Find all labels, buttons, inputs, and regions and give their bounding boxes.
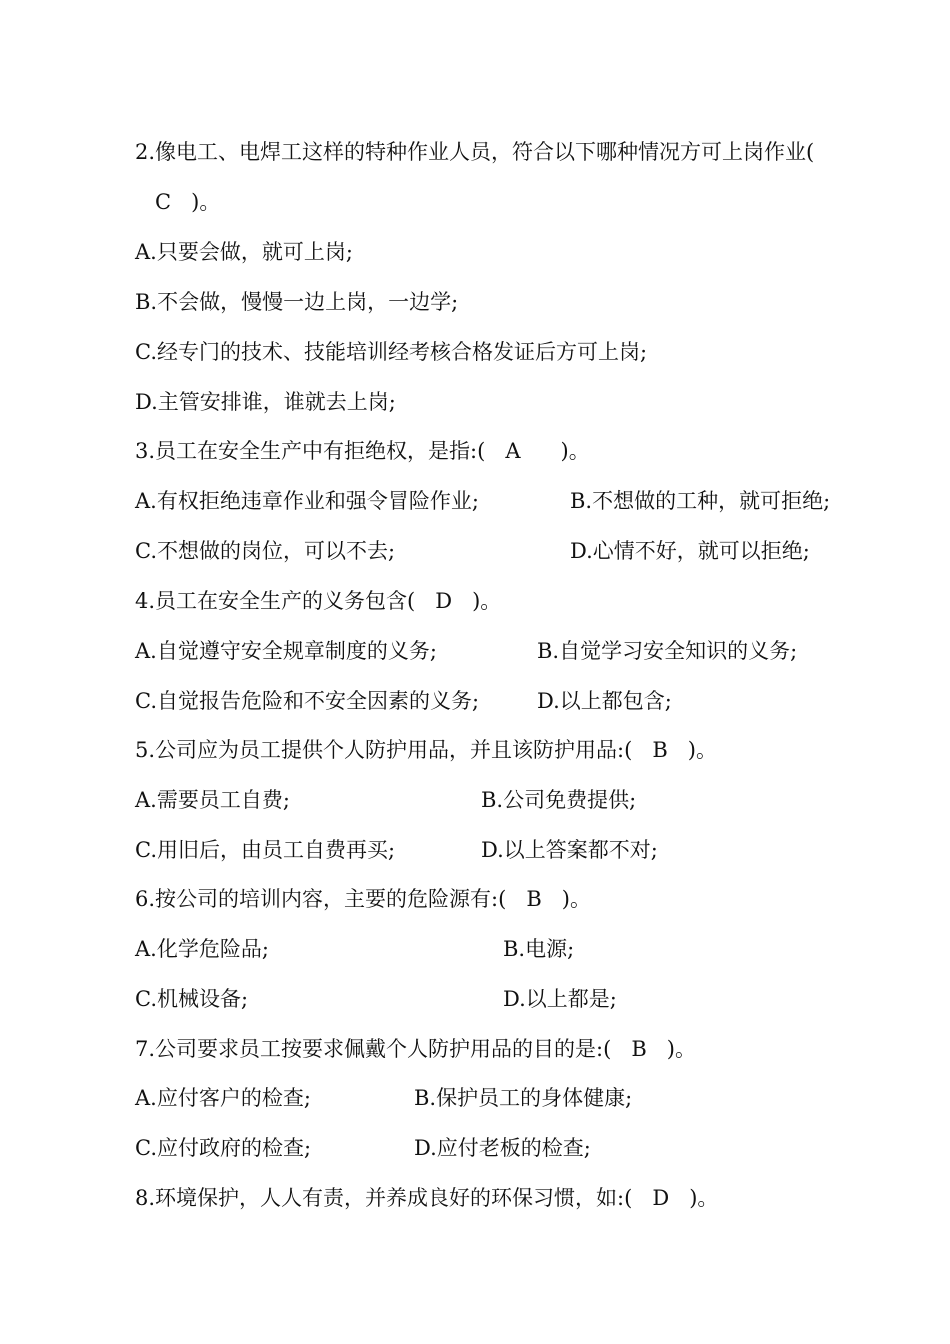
question-4-option-a: A.自觉遵守安全规章制度的义务; [135,639,437,663]
question-2-answer: C )。 [135,190,221,214]
question-2-stem: 2.像电工、电焊工这样的特种作业人员，符合以下哪种情况方可上岗作业( [135,140,815,164]
question-7-stem: 7.公司要求员工按要求佩戴个人防护用品的目的是:( B )。 [135,1037,696,1061]
question-5-option-b: B.公司免费提供; [481,788,637,812]
question-2-option-b: B.不会做，慢慢一边上岗，一边学; [135,290,459,314]
question-5-option-a: A.需要员工自费; [135,788,290,812]
question-8-stem: 8.环境保护，人人有责，并养成良好的环保习惯，如:( D )。 [135,1186,719,1210]
question-3-stem: 3.员工在安全生产中有拒绝权，是指:( A )。 [135,439,590,463]
question-2-option-c: C.经专门的技术、技能培训经考核合格发证后方可上岗; [135,340,648,364]
question-3-option-b: B.不想做的工种，就可拒绝; [570,489,831,513]
question-3-option-c: C.不想做的岗位，可以不去; [135,539,396,563]
question-5-option-d: D.以上答案都不对; [481,838,658,862]
question-4-option-d: D.以上都包含; [537,689,672,713]
question-6-option-c: C.机械设备; [135,987,249,1011]
question-4-option-b: B.自觉学习安全知识的义务; [537,639,798,663]
question-3-option-a: A.有权拒绝违章作业和强令冒险作业; [135,489,479,513]
question-3-option-d: D.心情不好，就可以拒绝; [570,539,810,563]
question-6-option-d: D.以上都是; [503,987,617,1011]
question-5-option-c: C.用旧后，由员工自费再买; [135,838,396,862]
question-6-option-a: A.化学危险品; [135,937,269,961]
question-7-option-c: C.应付政府的检查; [135,1136,312,1160]
question-6-stem: 6.按公司的培训内容，主要的危险源有:( B )。 [135,887,591,911]
question-2-option-d: D.主管安排谁，谁就去上岗; [135,390,396,414]
question-2-option-a: A.只要会做，就可上岗; [135,240,353,264]
question-7-option-b: B.保护员工的身体健康; [414,1086,633,1110]
question-5-stem: 5.公司应为员工提供个人防护用品，并且该防护用品:( B )。 [135,738,717,762]
question-6-option-b: B.电源; [503,937,575,961]
question-4-stem: 4.员工在安全生产的义务包含( D )。 [135,589,502,613]
question-4-option-c: C.自觉报告危险和不安全因素的义务; [135,689,480,713]
question-7-option-d: D.应付老板的检查; [414,1136,591,1160]
question-7-option-a: A.应付客户的检查; [135,1086,311,1110]
